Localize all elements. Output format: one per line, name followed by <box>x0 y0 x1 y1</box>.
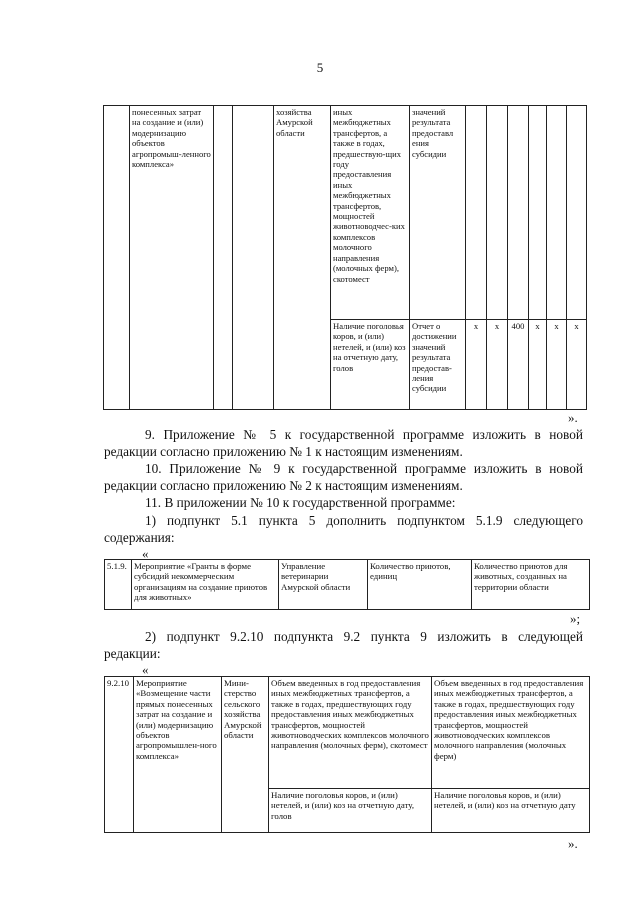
table-cell-value: x <box>547 320 567 410</box>
table-cell <box>487 106 508 320</box>
table-9-2-10 <box>104 676 590 833</box>
open-quote: « <box>142 546 149 561</box>
table-cell-value: x <box>466 320 487 410</box>
table-cell <box>233 106 274 410</box>
paragraph-11-2-line-2: редакции: <box>104 646 161 661</box>
table-cell <box>466 106 487 320</box>
table-cell-event: Мероприятие «Возмещение части прямых понесенных затрат на создание и (или) модернизацию объектов агропромышлен-ного комплекса» <box>134 677 222 833</box>
table-cell-indicator: Наличие поголовья коров, и (или) нетелей, и (или) коз на отчетную дату, голов <box>269 789 432 833</box>
table-cell-executor: Мини-стерство сельского хозяйства Амурской области <box>222 677 269 833</box>
table-5-1-9 <box>104 559 590 610</box>
table-cell-event: понесенных затрат на создание и (или) модернизацию объектов агропромыш-ленного комплекса» <box>130 106 214 410</box>
table-cell <box>214 106 233 410</box>
close-quote: »; <box>570 611 581 626</box>
table-cell <box>547 106 567 320</box>
table-cell-result: Количество приютов для животных, созданных на территории области <box>472 560 590 610</box>
paragraph-11-1-line-1: 1) подпункт 5.1 пункта 5 дополнить подпунктом 5.1.9 следующего <box>145 513 583 528</box>
table-cell <box>508 106 529 320</box>
table-cell <box>567 106 587 320</box>
table-cell-value: x <box>529 320 547 410</box>
table-cell-report: Отчет о достижении значений результата предостав-ления субсидии <box>410 320 466 410</box>
paragraph-11: 11. В приложении № 10 к государственной программе: <box>145 495 456 510</box>
page-number: 5 <box>316 60 324 75</box>
table-cell-indicator: Наличие поголовья коров, и (или) нетелей, и (или) коз на отчетную дату, голов <box>331 320 410 410</box>
table-cell-report: значений результата предоставл ения субсидии <box>410 106 466 320</box>
table-cell-value: 400 <box>508 320 529 410</box>
table-cell <box>104 106 130 410</box>
table-cell-indicator: Объем введенных в год предоставления иных межбюджетных трансфертов, а также в годах, предшествующих году предоставления иных межбюджетных трансфертов, мощностей животноводческих комплексов молочного направления (молочных ферм), скотомест <box>269 677 432 789</box>
table-cell-number: 9.2.10 <box>105 677 134 833</box>
table-continuation <box>103 105 587 410</box>
paragraph-10-line-2: редакции согласно приложению № 2 к настоящим изменениям. <box>104 478 463 493</box>
close-quote: ». <box>568 410 578 425</box>
table-cell-indicator: иных межбюджетных трансфертов, а также в годах, предшествую-щих году предоставления иных межбюджетных трансфертов, мощностей животноводчес-ких комплексов молочного направления (молочных ферм), скотомест <box>331 106 410 320</box>
table-cell <box>529 106 547 320</box>
paragraph-10-line-1: 10. Приложение № 9 к государственной программе изложить в новой <box>145 461 583 476</box>
table-cell-result: Объем введенных в год предоставления иных межбюджетных трансфертов, а также в годах, предшествующих году предоставления иных межбюджетных трансфертов, мощностей животноводческих комплексов молочного направления (молочных ферм) <box>432 677 590 789</box>
table-cell-value: x <box>567 320 587 410</box>
table-cell-value: x <box>487 320 508 410</box>
table-cell-result: Наличие поголовья коров, и (или) нетелей, и (или) коз на отчетную дату <box>432 789 590 833</box>
paragraph-9-line-2: редакции согласно приложению № 1 к настоящим изменениям. <box>104 444 463 459</box>
paragraph-11-1-line-2: содержания: <box>104 530 175 545</box>
open-quote: « <box>142 662 149 677</box>
table-cell-event: Мероприятие «Гранты в форме субсидий некоммерческим организациям на создание приютов для животных» <box>132 560 279 610</box>
paragraph-9-line-1: 9. Приложение № 5 к государственной программе изложить в новой <box>145 427 583 442</box>
table-cell-indicator: Количество приютов, единиц <box>368 560 472 610</box>
table-cell-executor: хозяйства Амурской области <box>274 106 331 410</box>
paragraph-11-2-line-1: 2) подпункт 9.2.10 подпункта 9.2 пункта 9 изложить в следующей <box>145 629 583 644</box>
table-cell-number: 5.1.9. <box>105 560 132 610</box>
close-quote: ». <box>568 836 578 851</box>
table-cell-executor: Управление ветеринарии Амурской области <box>279 560 368 610</box>
